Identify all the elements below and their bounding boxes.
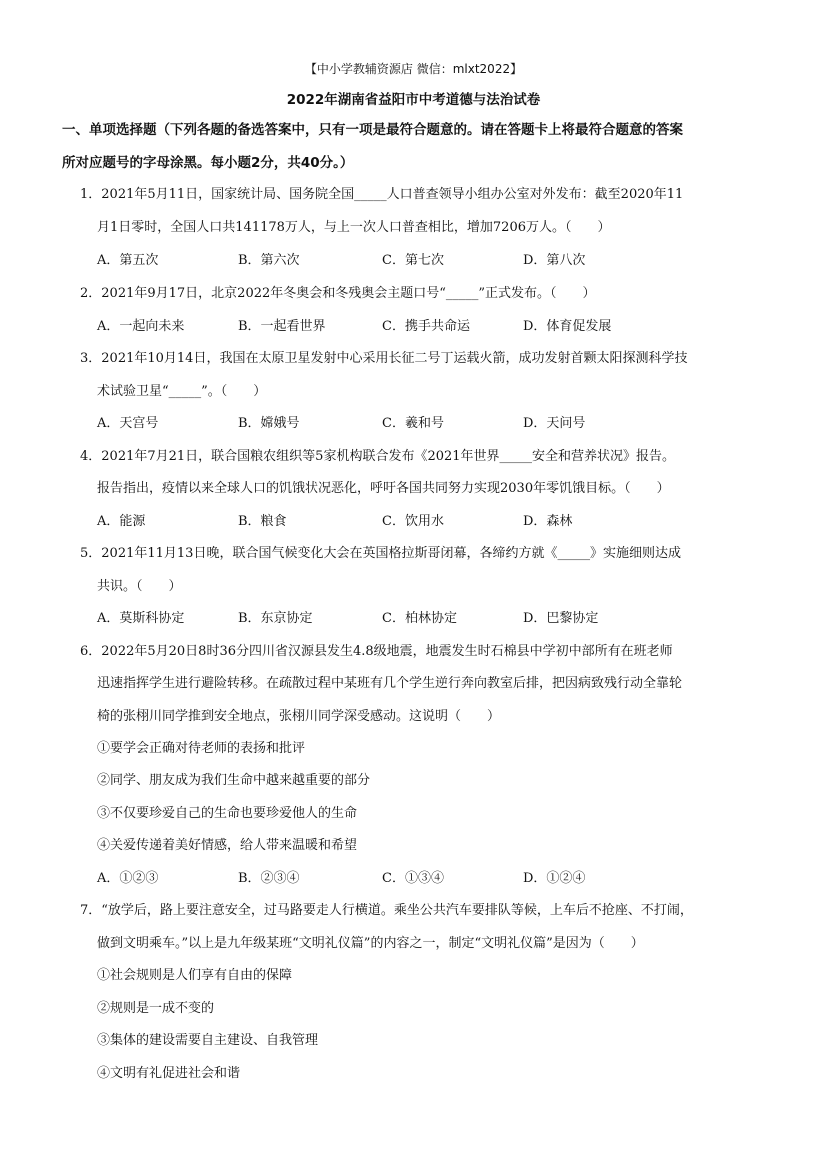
question-4-line-1: 4．2021年7月21日，联合国粮农组织等5家机构联合发布《2021年世界_____安全和营养状况》报告。: [80, 449, 676, 464]
header-note: 【中小学教辅资源店 微信：mlxt2022】: [304, 62, 523, 76]
question-1-option-b: B．第六次: [238, 253, 300, 268]
question-4-option-b: B．粮食: [238, 514, 287, 529]
question-6-option-d: D．①②④: [523, 871, 586, 886]
question-7-line-2: 做到文明乘车。”以上是九年级某班“文明礼仪篇”的内容之一，制定“文明礼仪篇”是因为（ ）: [97, 936, 644, 951]
question-7-statement-3: ③集体的建设需要自主建设、自我管理: [97, 1033, 319, 1048]
question-3-option-d: D．天问号: [523, 416, 586, 431]
question-5-option-a: A．莫斯科协定: [97, 611, 185, 626]
question-5-line-2: 共识。（ ）: [97, 579, 182, 594]
question-5-option-d: D．巴黎协定: [523, 611, 599, 626]
question-3-option-c: C．羲和号: [382, 416, 444, 431]
question-6-line-3: 椅的张栩川同学推到安全地点，张栩川同学深受感动。这说明（ ）: [97, 709, 501, 724]
question-3-option-b: B．嫦娥号: [238, 416, 300, 431]
question-1-line-2: 月1日零时，全国人口共141178万人，与上一次人口普查相比，增加7206万人。（ ）: [97, 220, 611, 235]
question-6-statement-4: ④关爱传递着美好情感，给人带来温暖和希望: [97, 838, 358, 853]
question-1-line-1: 1．2021年5月11日，国家统计局、国务院全国_____人口普查领导小组办公室对外发布：截至2020年11: [80, 187, 684, 202]
question-2-option-a: A．一起向未来: [97, 319, 185, 334]
question-7-statement-2: ②规则是一成不变的: [97, 1001, 215, 1016]
question-2-option-d: D．体育促发展: [523, 319, 612, 334]
question-4-option-a: A．能源: [97, 514, 146, 529]
question-6-line-2: 迅速指挥学生进行避险转移。在疏散过程中某班有几个学生逆行奔向教室后排，把因病致残行动全靠轮: [97, 676, 683, 691]
question-6-statement-1: ①要学会正确对待老师的表扬和批评: [97, 741, 306, 756]
question-4-option-d: D．森林: [523, 514, 573, 529]
question-1-option-d: D．第八次: [523, 253, 586, 268]
question-1-option-c: C．第七次: [382, 253, 444, 268]
question-6-option-b: B．②③④: [238, 871, 300, 886]
question-7-statement-4: ④文明有礼促进社会和谐: [97, 1066, 241, 1081]
question-5-option-c: C．柏林协定: [382, 611, 457, 626]
question-6-option-c: C．①③④: [382, 871, 444, 886]
question-1-option-a: A．第五次: [97, 253, 159, 268]
question-7-line-1: 7．“放学后，路上要注意安全，过马路要走人行横道。乘坐公共汽车要排队等候，上车后不抢座、不打闹，: [80, 903, 693, 918]
question-4-option-c: C．饮用水: [382, 514, 444, 529]
question-5-line-1: 5．2021年11月13日晚，联合国气候变化大会在英国格拉斯哥闭幕，各缔约方就《_____》实施细则达成: [80, 546, 681, 561]
exam-title: 2022年湖南省益阳市中考道德与法治试卷: [286, 92, 541, 108]
question-2-line-1: 2．2021年9月17日，北京2022年冬奥会和冬残奥会主题口号“_____”正式发布。（ ）: [80, 286, 596, 301]
question-6-option-a: A．①②③: [97, 871, 159, 886]
question-6-line-1: 6．2022年5月20日8时36分四川省汉源县发生4.8级地震，地震发生时石棉县中学初中部所有在班老师: [80, 644, 673, 659]
question-3-option-a: A．天宫号: [97, 416, 159, 431]
question-3-line-1: 3．2021年10月14日，我国在太原卫星发射中心采用长征二号丁运载火箭，成功发射首颗太阳探测科学技: [80, 351, 688, 366]
question-2-option-c: C．携手共命运: [382, 319, 470, 334]
question-7-statement-1: ①社会规则是人们享有自由的保障: [97, 968, 293, 983]
question-5-option-b: B．东京协定: [238, 611, 313, 626]
question-2-option-b: B．一起看世界: [238, 319, 326, 334]
question-4-line-2: 报告指出，疫情以来全球人口的饥饿状况恶化，呼吁各国共同努力实现2030年零饥饿目标。（ ）: [97, 481, 670, 496]
question-3-line-2: 术试验卫星“_____”。（ ）: [97, 384, 267, 399]
question-6-statement-3: ③不仅要珍爱自己的生命也要珍爱他人的生命: [97, 806, 358, 821]
section-instructions-line-1: 一、单项选择题（下列各题的备选答案中，只有一项是最符合题意的。请在答题卡上将最符合题意的答案: [62, 122, 683, 138]
question-6-statement-2: ②同学、朋友成为我们生命中越来越重要的部分: [97, 773, 371, 788]
section-instructions-line-2: 所对应题号的字母涂黑。每小题2分，共40分。）: [62, 155, 354, 171]
